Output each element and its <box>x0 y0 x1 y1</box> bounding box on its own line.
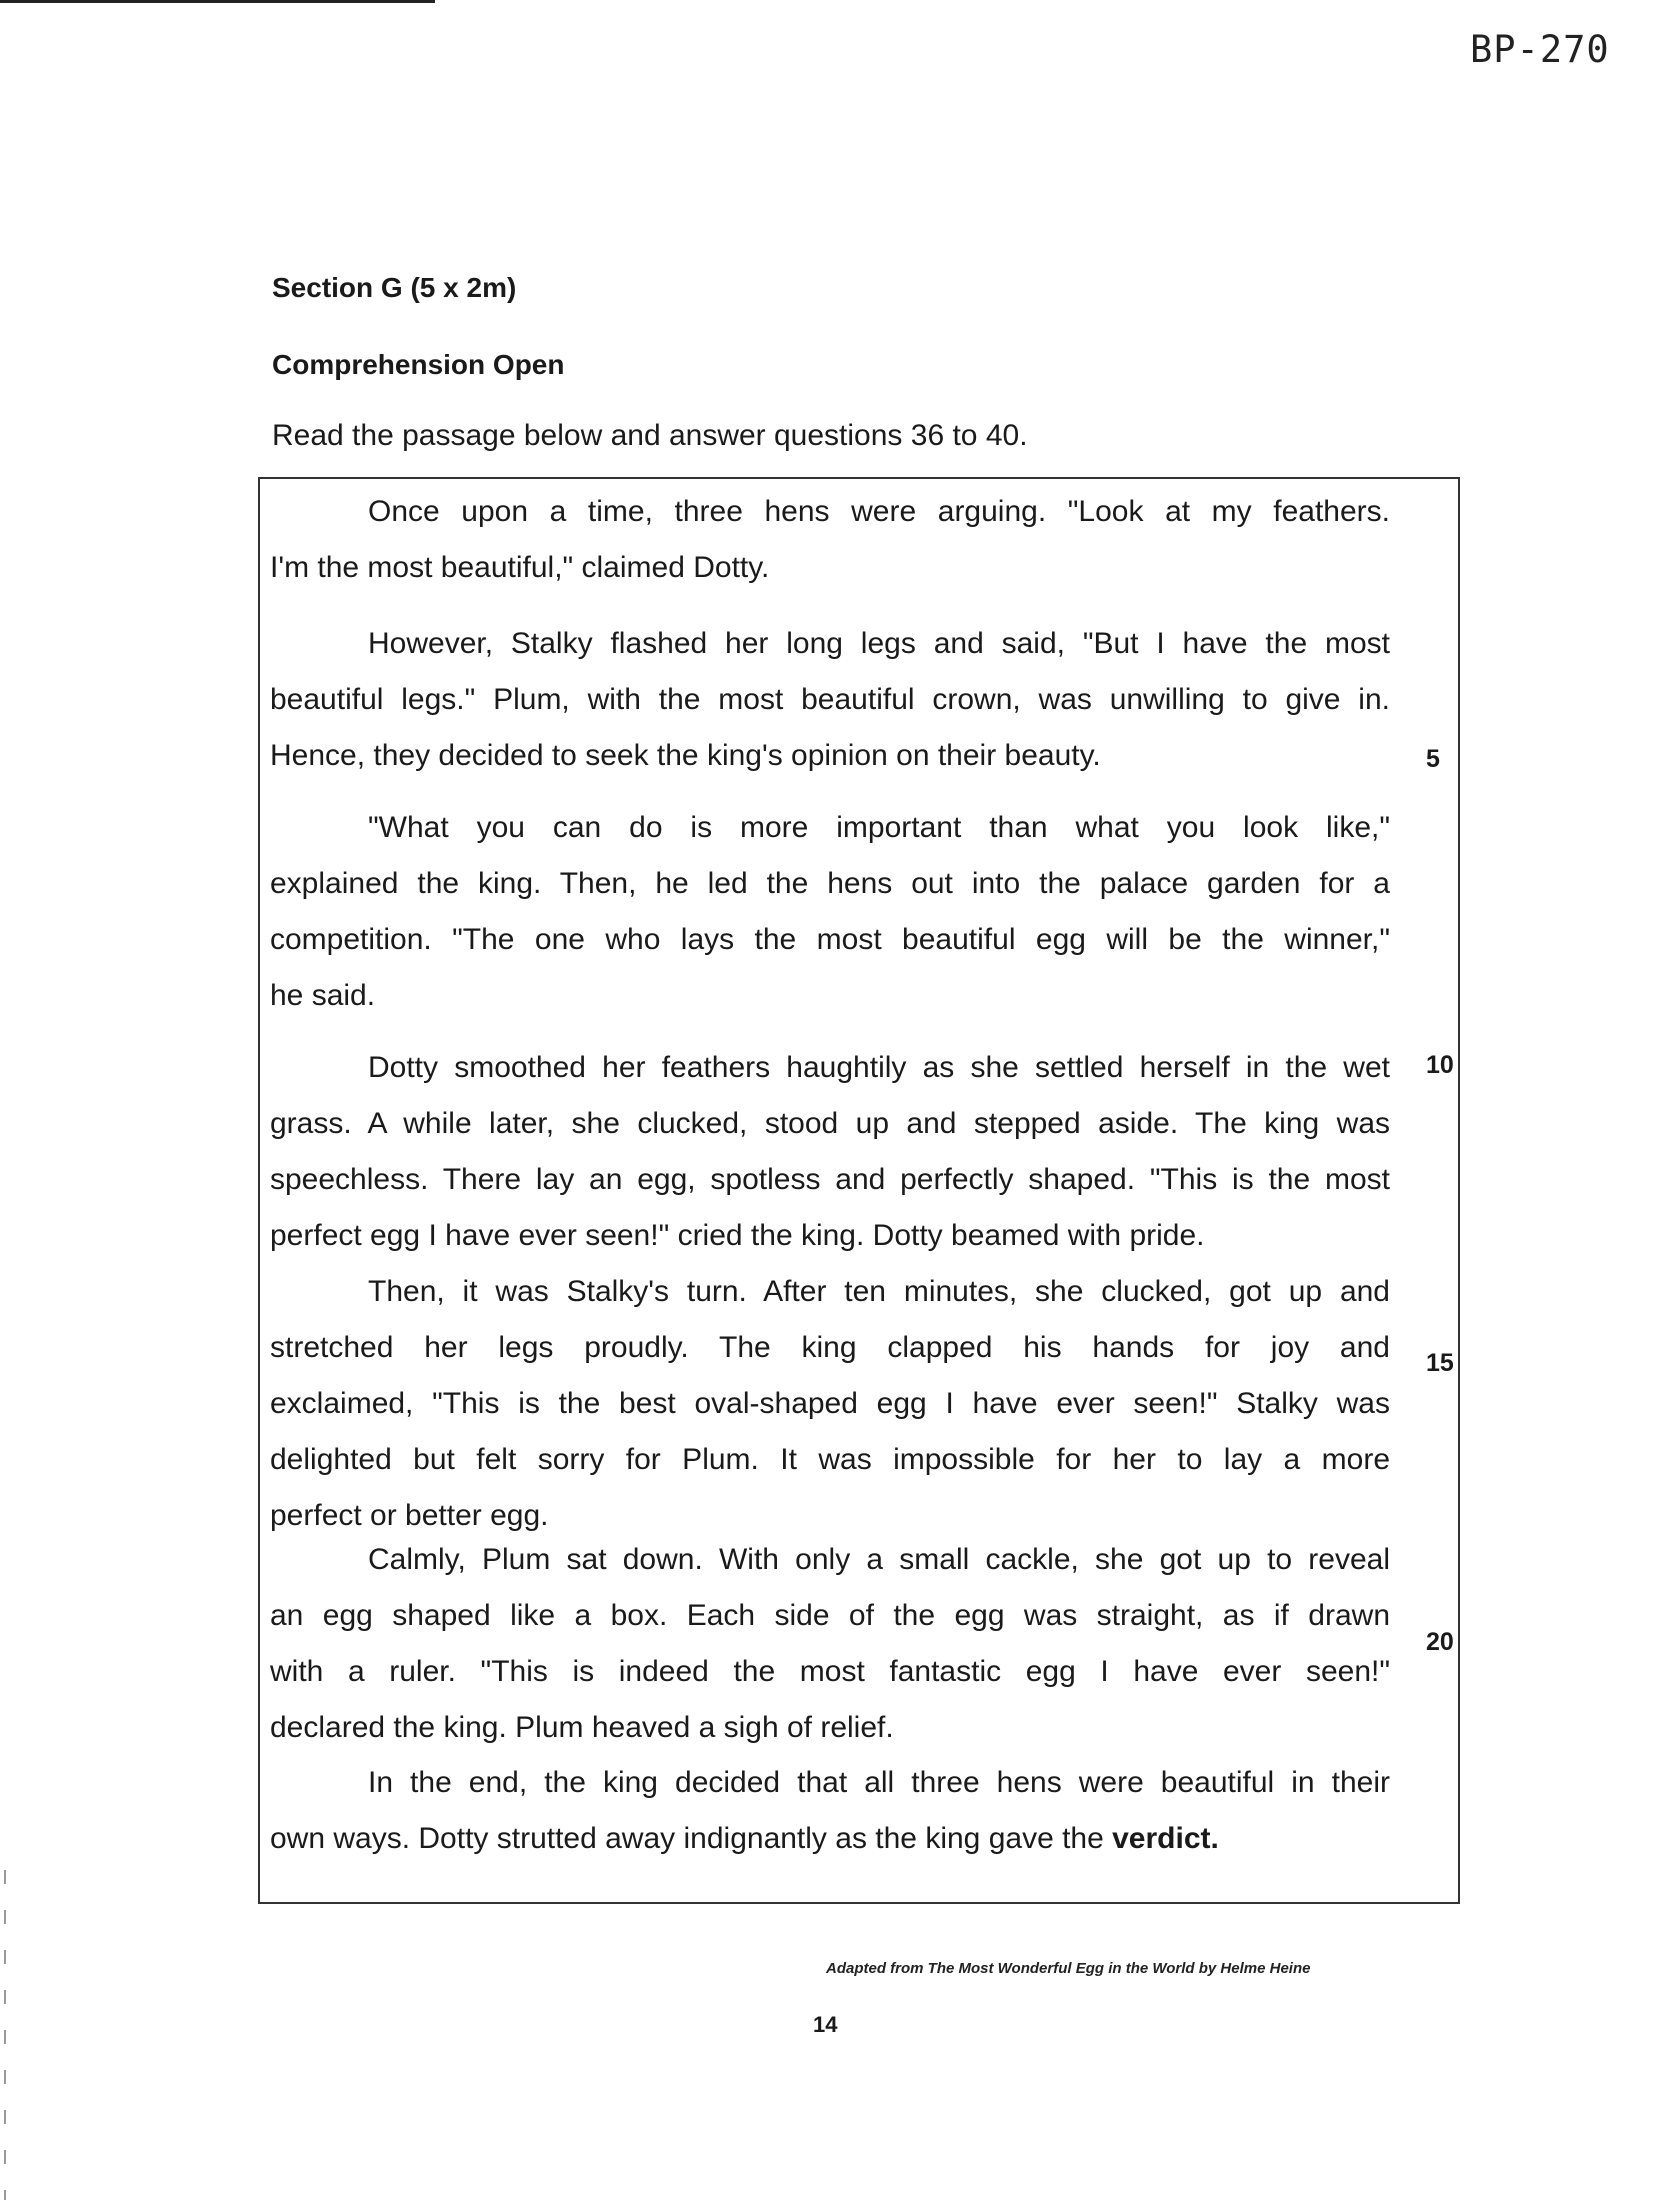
passage-line: exclaimed, "This is the best oval-shaped egg I have ever seen!" Stalky was <box>270 1387 1390 1420</box>
passage-paragraph-5 <box>270 1264 1390 1544</box>
passage-line: competition. "The one who lays the most beautiful egg will be the winner," <box>270 923 1390 956</box>
passage-paragraph-2 <box>270 616 1390 784</box>
passage-paragraph-1 <box>270 484 1390 596</box>
passage-line: grass. A while later, she clucked, stood up and stepped aside. The king was <box>270 1107 1390 1140</box>
passage-line: delighted but felt sorry for Plum. It was impossible for her to lay a more <box>270 1443 1390 1476</box>
passage-line: declared the king. Plum heaved a sigh of relief. <box>270 1711 894 1744</box>
passage-line: Dotty smoothed her feathers haughtily as she settled herself in the wet <box>368 1051 1390 1084</box>
passage-line: perfect or better egg. <box>270 1499 549 1532</box>
top-edge-line <box>0 0 435 3</box>
passage-paragraph-4 <box>270 1040 1390 1264</box>
passage-line: However, Stalky flashed her long legs and said, "But I have the most <box>368 627 1390 660</box>
passage-line: explained the king. Then, he led the hens out into the palace garden for a <box>270 867 1390 900</box>
passage-paragraph-7 <box>270 1755 1390 1867</box>
page-number: 14 <box>813 2012 838 2037</box>
passage-line: with a ruler. "This is indeed the most fantastic egg I have ever seen!" <box>270 1655 1390 1688</box>
scan-edge-marks <box>4 1870 6 2200</box>
vocabulary-word: verdict. <box>1112 1822 1219 1855</box>
line-number-5: 5 <box>1426 745 1440 773</box>
passage-line: Hence, they decided to seek the king's opinion on their beauty. <box>270 739 1101 772</box>
passage-line: Once upon a time, three hens were arguing. "Look at my feathers. <box>368 495 1390 528</box>
line-number-20: 20 <box>1426 1628 1454 1656</box>
passage-line <box>270 1811 1390 1867</box>
passage-line: he said. <box>270 979 376 1012</box>
passage-line: "What you can do is more important than what you look like," <box>368 811 1390 844</box>
passage-line: beautiful legs." Plum, with the most beautiful crown, was unwilling to give in. <box>270 683 1390 716</box>
subsection-title: Comprehension Open <box>272 349 565 380</box>
passage-paragraph-3 <box>270 800 1390 1024</box>
line-number-15: 15 <box>1426 1349 1454 1377</box>
instruction-text: Read the passage below and answer questions 36 to 40. <box>272 419 1028 452</box>
passage-line: speechless. There lay an egg, spotless and perfectly shaped. "This is the most <box>270 1163 1390 1196</box>
passage-line: an egg shaped like a box. Each side of the egg was straight, as if drawn <box>270 1599 1390 1632</box>
passage-line: In the end, the king decided that all three hens were beautiful in their <box>368 1766 1390 1799</box>
passage-line-text: own ways. Dotty strutted away indignantly as the king gave the <box>270 1822 1113 1855</box>
passage-line: Calmly, Plum sat down. With only a small cackle, she got up to reveal <box>368 1543 1390 1576</box>
document-code: BP-270 <box>1470 28 1610 71</box>
passage-line: stretched her legs proudly. The king clapped his hands for joy and <box>270 1331 1390 1364</box>
passage-line: Then, it was Stalky's turn. After ten minutes, she clucked, got up and <box>368 1275 1390 1308</box>
source-attribution: Adapted from The Most Wonderful Egg in the World by Helme Heine <box>826 1960 1311 1977</box>
passage-line: perfect egg I have ever seen!" cried the king. Dotty beamed with pride. <box>270 1219 1205 1252</box>
section-title: Section G (5 x 2m) <box>272 272 517 303</box>
passage-line: I'm the most beautiful," claimed Dotty. <box>270 551 770 584</box>
line-number-10: 10 <box>1426 1051 1454 1079</box>
passage-paragraph-6 <box>270 1532 1390 1756</box>
